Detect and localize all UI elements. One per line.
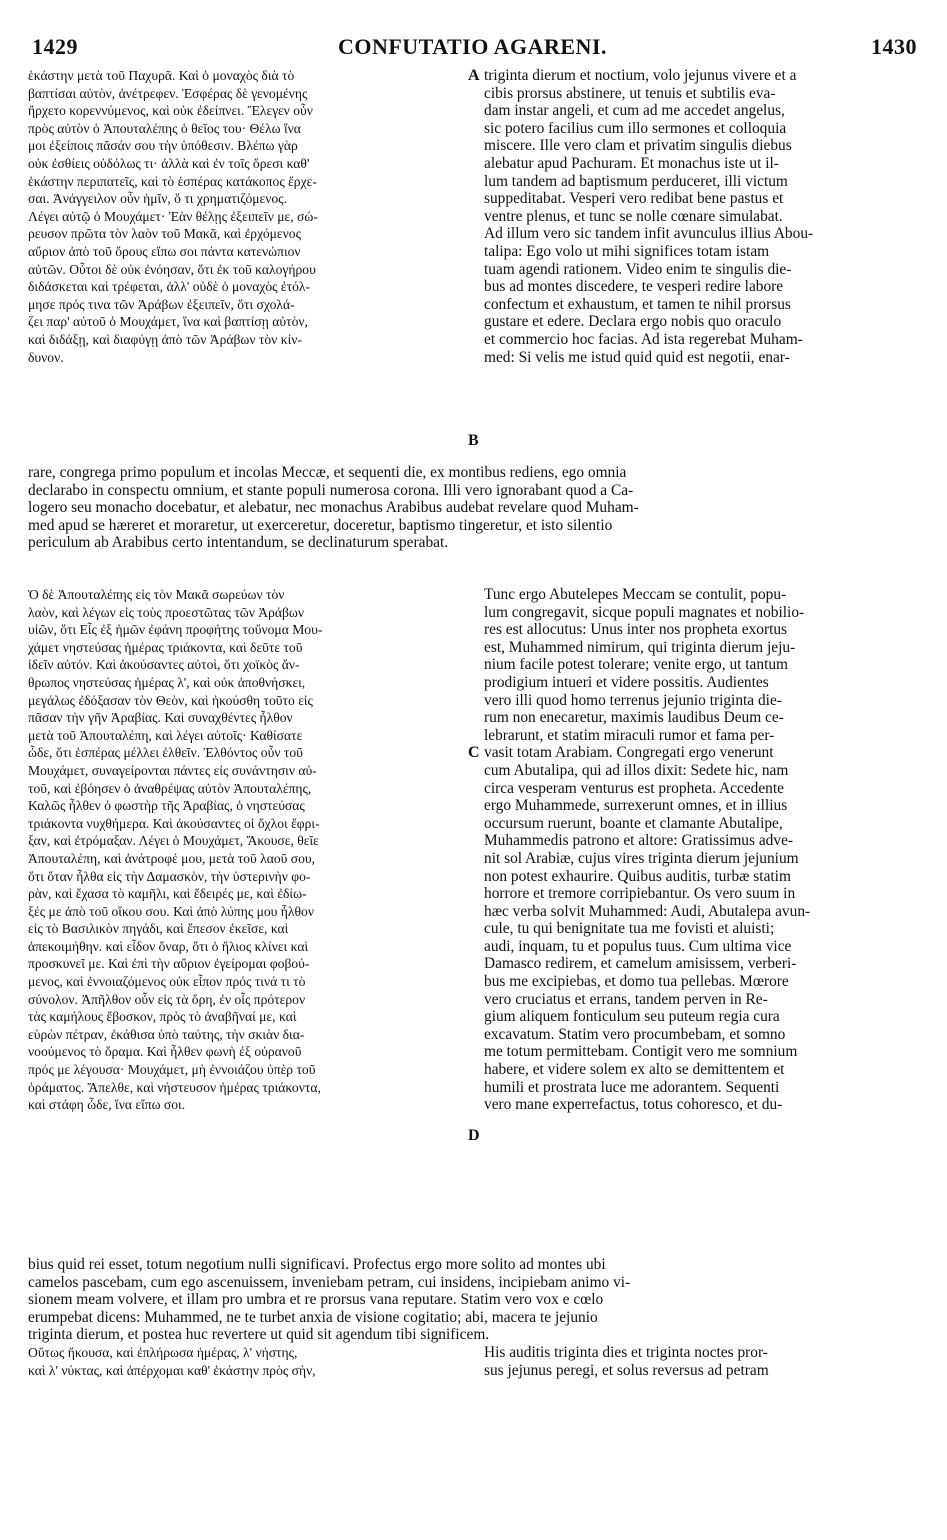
latin-text-line: humili et prostrata luce me adorantem. Sequenti [484,1078,780,1096]
latin-text-line: gustare et edere. Declara ergo nobis quo oraculo [484,313,782,331]
greek-column-section-2 [28,586,464,1114]
greek-text-line: πρὸς αὐτὸν ὁ Ἀπουταλέπης ὁ θεῖος του· Θέλω ἵνα [28,120,301,136]
latin-text-line: periculum ab Arabibus certo intentandum, se declinaturum sperabat. [28,534,449,552]
latin-text-line: est, Muhammed nimirum, qui triginta dierum jeju- [484,638,796,656]
greek-text-line: εὑρὼν πέτραν, ἐκάθισα ὑπὸ ταύτης, τὴν σκιὰν δια- [28,1026,305,1042]
latin-text-line: med: Si velis me istud quid quid est negotii, enar- [484,348,790,366]
latin-text-line: suppeditabat. Vesperi vero redibat bene pastus et [484,190,784,208]
greek-text-line: βαπτίσαι αὐτὸν, ἀνέτρεφεν. Ἐσφέρας δὲ γενομένης [28,85,308,101]
greek-text-line: εἰς τὸ Βασιλικὸν πηγάδι, καὶ ἔπεσον ἐκεῖσε, καὶ [28,921,289,937]
margin-marker-c: C [468,744,480,761]
greek-text-line: διδάσκεται καὶ τρέφεται, ἀλλ' οὐδὲ ὁ μοναχὸς ἐτόλ- [28,279,311,295]
latin-text-line: talipa: Ego volo ut mihi significes totam istam [484,242,770,260]
greek-text-line: αὐτῶν. Οὗτοι δὲ οὐκ ἐνόησαν, ὅτι ἐκ τοῦ καλογήρου [28,261,316,277]
latin-text-line: triginta dierum et noctium, volo jejunus vivere et a [484,67,797,84]
latin-text-line: confectum et exhaustum, et tamen te nihil prorsus [484,295,791,313]
greek-text-line: μετὰ τοῦ Ἀπουταλέπη, καὶ λέγει αὐτοῖς· Καθίσατε [28,727,303,743]
greek-text-line: Ὁ δὲ Ἀπουταλέπης εἰς τὸν Μακᾶ σωρεύων τὸν [28,587,285,602]
latin-text-line: miscere. Ille vero clam et privatim singulis diebus [484,137,792,155]
greek-text-line: αὔριον ἀπὸ τοῦ ὄρους εἴπω σοι πάντα κατενώπιον [28,243,301,259]
running-title: CONFUTATIO AGARENI. [337,34,608,59]
greek-text-line: μεγάλως ἐδόξασαν τὸν Θεὸν, καὶ ἠκούσθη τοῦτο εἰς [28,692,313,708]
greek-text-line: ξαν, καὶ ἐτρόμαξαν. Λέγει ὁ Μουχάμετ, Ἄκουσε, θεῖε [28,833,319,849]
page-number-left: 1429 [32,34,78,59]
greek-text-line: ἰδεῖν αὐτόν. Καὶ ἀκούσαντες αὐτοὶ, ὅτι χοϊκὸς ἄν- [28,657,300,673]
greek-text-line: νοούμενος τὸ ὅραμα. Καὶ ἦλθεν φωνὴ ἐξ οὐρανοῦ [28,1044,302,1060]
page-number-right: 1430 [871,34,917,59]
latin-text-line: rum non enecaretur, maximis laudibus Deum ce- [484,709,784,727]
greek-text-line: τριάκοντα νυχθήμερα. Καὶ ἀκούσαντες οἱ ὄχλοι ἔφρι- [28,815,320,831]
latin-text-line: lum tandem ad baptismum perduceret, illi victum [484,172,788,190]
greek-text-line: ὁράματος. Ἄπελθε, καὶ νήστευσον ἡμέρας τριάκοντα, [28,1079,321,1095]
greek-text-line: ἑκάστην μετὰ τοῦ Παχυρᾶ. Καὶ ὁ μοναχὸς διὰ τὸ [28,68,295,83]
margin-marker-d: D [468,1127,480,1144]
latin-column-section-1 [484,67,918,366]
latin-text-line: nium facile potest tolerare; venite ergo, ut tantum [484,656,789,674]
latin-text-line: Damasco redirem, et camelum amisissem, verberi- [484,955,797,973]
greek-text-line: ρὰν, καὶ ἔχασα τὸ καμῆλι, καὶ ἔδειρές με, καὶ ἐδίω- [28,886,307,902]
latin-text-line: audi, inquam, tu et populus tuus. Cum ultima vice [484,937,792,955]
margin-marker-a: A [468,67,480,84]
greek-text-line: πρός με λέγουσα· Μουχάμετ, μὴ ἐννοιάζου ὑπὲρ τοῦ [28,1062,316,1078]
latin-text-line: logero seu monacho docebatur, et alebatur, nec monachus Arabibus audebat revelare quod Muham- [28,499,639,517]
margin-marker-b: B [468,432,479,449]
latin-text-line: declarabo in conspectu omnium, et stante populi numerosa corona. Illi vero ignorabant quod a Ca- [28,481,634,499]
latin-text-line: alebatur apud Pachuram. Et monachus iste ut il- [484,154,779,172]
greek-text-line: ἤρχετο κορεννύμενος, καὶ οὐκ ἐδείπνει. Ἔλεγεν οὖν [28,103,313,119]
latin-text-line: med apud se hæreret et moraretur, ut exerceretur, doceretur, baptismo tingeretur, et isto silentio [28,516,613,534]
full-width-paragraph-2 [28,1256,918,1344]
latin-text-line: sus jejunus peregi, et solus reversus ad petram [484,1361,769,1379]
latin-text-line: erumpebat dicens: Muhammed, ne te turbet anxia de visione cogitatio; abi, macera te jejunio [28,1308,598,1326]
greek-column-section-1 [28,67,464,366]
greek-text-line: καὶ λ' νύκτας, καὶ ἀπέρχομαι καθ' ἑκάστην πρὸς σὴν, [28,1362,316,1378]
greek-text-line: προσκυνεῖ με. Καὶ ἐπὶ τὴν αὔριον ἐγείρομαι φοβού- [28,956,310,972]
latin-text-line: circa vesperam venturus est propheta. Accedente [484,779,784,797]
latin-text-line: bus me excipiebas, et domo tua pellebas. Mœrore [484,973,789,991]
latin-text-line: sic potero facilius cum illo sermones et colloquia [484,119,787,137]
greek-text-line: ἀπεκοιμήθην. καὶ εἶδον ὄναρ, ὅτι ὁ ἥλιος κλίνει καὶ [28,938,309,954]
latin-text-line: occursum ruerunt, boante et clamante Abutalipe, [484,814,783,832]
latin-text-line: His auditis triginta dies et triginta noctes pror- [484,1344,768,1361]
latin-text-line: nit sol Arabiæ, cujus vires triginta dierum jejunium [484,849,799,867]
latin-text-line: triginta dierum, et postea huc revertere ut quid sit agendum tibi significem. [28,1326,490,1344]
latin-text-line: vero mane experrefactus, totus cohoresco, et du- [484,1096,783,1114]
latin-text-line: camelos pascebam, cum ego ascenuissem, inveniebam petram, cui insidens, incipiebam animo vi- [28,1273,631,1291]
latin-text-line: hæc verba solvit Muhammed: Audi, Abutalepa avun- [484,902,811,920]
running-header [28,34,917,64]
latin-text-line: rare, congrega primo populum et incolas Meccæ, et sequenti die, ex montibus rediens, ego omnia [28,464,627,481]
latin-text-line: ergo Muhammede, surrexerunt omnes, et in illius [484,797,788,815]
greek-text-line: θρωπος νηστεύσας ἡμέρας λ', καὶ οὐκ ἀποθνήσκει, [28,674,306,690]
latin-text-line: lebrarunt, et statim miraculi rumor et fama per- [484,726,775,744]
greek-column-section-3 [28,1344,464,1379]
greek-text-line: Ἀπουταλέπη, καὶ ἀνάτροφέ μου, μετὰ τοῦ λαοῦ σου, [28,850,316,866]
latin-text-line: lum congregavit, sicque populi magnates et nobilio- [484,603,805,621]
greek-text-line: καὶ διδάξῃ, καὶ διαφύγῃ ἀπὸ τῶν Ἀράβων τὸν κίν- [28,331,302,347]
greek-text-line: ὅτι ὅταν ἦλθα εἰς τὴν Δαμασκὸν, τὴν ὑστερινὴν φο- [28,868,311,884]
latin-text-line: cibis prorsus abstinere, ut tenuis et subtilis eva- [484,84,776,102]
greek-text-line: ξές με ἀπὸ τοῦ οἴκου σου. Καὶ ἀπὸ λύπης μου ἦλθον [28,903,314,919]
greek-text-line: ρευσον πρῶτα τὸν λαὸν τοῦ Μακᾶ, καὶ ἐρχόμενος [28,226,301,242]
latin-text-line: res est allocutus: Unus inter nos propheta exortus [484,621,788,639]
latin-text-line: gium aliquem fonticulum seu puteum regia cura [484,1008,780,1026]
latin-text-line: bus ad montes discedere, te vesperi redire labore [484,278,784,296]
latin-text-line: me totum permittebam. Contigit vero me somnium [484,1043,798,1061]
latin-text-line: habere, et videre solem ex alto se demittentem et [484,1061,785,1079]
greek-text-line: υἱῶν, ὅτι Εἷς ἐξ ἡμῶν ἐφάνη προφήτης τοὔνομα Μου- [28,622,323,638]
greek-text-line: τὰς καμήλους ἔβοσκον, πρὸς τὸ ἀναβῆναί με, καὶ [28,1009,297,1025]
latin-text-line: prodigium intueri et videre possitis. Audientes [484,673,769,691]
greek-text-line: Οὕτως ἤκουσα, καὶ ἐπλήρωσα ἡμέρας, λ' νήστης, [28,1345,298,1360]
latin-column-section-2 [484,586,918,1114]
greek-text-line: ὧδε, ὅτι ἑσπέρας μέλλει ἐλθεῖν. Ἐλθόντος οὖν τοῦ [28,745,303,761]
latin-text-line: non potest exhaurire. Quibus auditis, turbæ statim [484,867,791,885]
latin-text-line: Tunc ergo Abutelepes Meccam se contulit, popu- [484,586,787,603]
latin-text-line: tuam agendi rationem. Video enim te singulis die- [484,260,792,278]
full-width-paragraph-1 [28,464,918,552]
greek-text-line: μενος, καὶ ἐννοιαζόμενος οὐκ εἶπον πρός τινά τι τὸ [28,974,306,990]
greek-text-line: πᾶσαν τὴν γῆν Ἀραβίας. Καὶ συναχθέντες ἦλθον [28,710,293,726]
latin-text-line: Ad illum vero sic tandem infit avunculus illius Abou- [484,225,814,243]
latin-text-line: vero cruciatus et errans, tandem perven in Re- [484,990,768,1008]
latin-text-line: Muhammedis patrono et altore: Gratissimus adve- [484,832,794,850]
latin-text-line: horrore et tremore corripiebantur. Os vero suum in [484,885,796,903]
greek-text-line: Καλῶς ἦλθεν ὁ φωστὴρ τῆς Ἀραβίας, ὁ νηστεύσας [28,798,305,814]
greek-text-line: χάμετ νηστεύσας ἡμέρας τριάκοντα, καὶ δεῦτε τοῦ [28,639,303,655]
latin-text-line: vero illi quod homo terrenus jejunio triginta die- [484,691,782,709]
latin-text-line: ventre plenus, et tunc se nolle cœnare simulabat. [484,207,783,225]
greek-text-line: σαι. Ἀνάγγειλον οὖν ἡμῖν, ὅ τι χρηματιζόμενος. [28,191,287,207]
greek-text-line: τοῦ, καὶ ἐβόησεν ὁ ἀναθρέψας αὐτὸν Ἀπουταλέπης, [28,780,312,796]
latin-text-line: cule, tu qui benignitate tua me fovisti et aluisti; [484,920,775,938]
latin-text-line: bius quid rei esset, totum negotium nulli significavi. Profectus ergo more solito ad montes ubi [28,1256,606,1273]
greek-text-line: Μουχάμετ, συναγείρονται πάντες εἰς συνάντησιν αὐ- [28,762,317,778]
greek-text-line: μησε πρός τινα τῶν Ἀράβων ἐξειπεῖν, ὅτι σχολά- [28,296,295,312]
greek-text-line: δυνον. [28,349,64,365]
latin-text-line: sionem meam volvere, et illam pro umbra et re prorsus vana reputare. Statim vero vox e cœlo [28,1291,604,1309]
greek-text-line: Λέγει αὐτῷ ὁ Μουχάμετ· Ἐὰν θέλῃς ἐξειπεῖν με, σώ- [28,208,318,224]
latin-column-section-3 [484,1344,918,1379]
greek-text-line: μοι ἐξείποις πᾶσάν σου τὴν ὑπόθεσιν. Βλέπω γὰρ [28,138,298,154]
greek-text-line: οὐκ ἐσθίεις οὐδόλως τι· ἀλλὰ καὶ ἐν τοῖς ὄρεσι καθ' [28,155,310,171]
greek-text-line: ἑκάστην περιπατεῖς, καὶ τὸ ἑσπέρας κατάκοπος ἔρχε- [28,173,317,189]
latin-text-line: dam instar angeli, et cum ad me accedet angelus, [484,102,785,120]
latin-text-line: et commercio hoc facias. Ad ista regerebat Muham- [484,330,803,348]
greek-text-line: σύνολον. Ἀπῆλθον οὖν εἰς τὰ ὄρη, ἐν οἷς πρότερον [28,991,306,1007]
latin-text-line: cum Abutalipa, qui ad illos dixit: Sedete hic, nam [484,761,789,779]
greek-text-line: λαὸν, καὶ λέγων εἰς τοὺς προεστῶτας τῶν Ἀράβων [28,604,305,620]
greek-text-line: καὶ στάφη ὧδε, ἵνα εἴπω σοι. [28,1097,186,1113]
latin-text-line: excavatum. Statim vero procumbebam, et somno [484,1025,786,1043]
latin-text-line: vasit totam Arabiam. Congregati ergo venerunt [484,744,774,762]
greek-text-line: ζει παρ' αὐτοῦ ὁ Μουχάμετ, ἵνα καὶ βαπτίσῃ αὐτὸν, [28,314,308,330]
